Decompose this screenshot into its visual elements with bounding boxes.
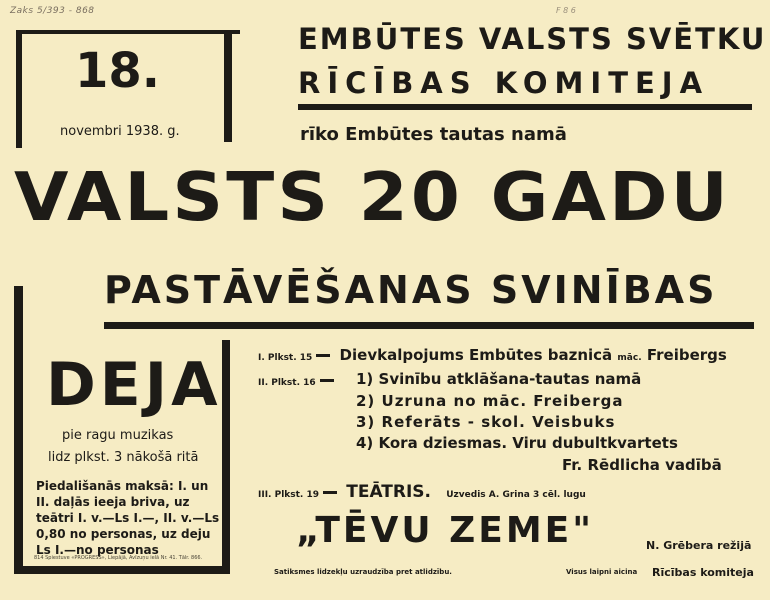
program-part-1 — [258, 346, 727, 364]
archive-mark: Zaks 5/393 - 868 — [10, 6, 95, 16]
date-box-right-rule — [224, 30, 232, 142]
dash-rule — [316, 354, 330, 357]
program-part-2 — [258, 371, 338, 389]
deja-box-right-rule — [222, 340, 230, 574]
venue-line: rīko Embūtes tautas namā — [300, 124, 567, 145]
footer-right: Rīcības komiteja — [652, 566, 754, 579]
program-item: 3) Referāts - skol. Veisbuks — [356, 413, 616, 431]
program-item: 4) Kora dziesmas. Viru dubultkvartets — [356, 434, 678, 452]
director: N. Grēbera režijā — [646, 539, 752, 552]
deja-box-bottom-rule — [14, 566, 230, 574]
main-headline: VALSTS 20 GADU — [14, 158, 731, 236]
part-1-name: Freibergs — [646, 346, 727, 364]
footer-right-small: Visus laipni aicina — [566, 568, 638, 576]
footer-left: Satiksmes lidzekļu uzraudzība pret atlidzību. — [274, 568, 452, 576]
program-item: 1) Svinību atklāšana-tautas namā — [356, 370, 642, 388]
committee-line-2: RĪCĪBAS KOMITEJA — [298, 66, 710, 100]
deja-line-1: pie ragu muzikas — [62, 428, 174, 443]
deja-line-2: lidz plkst. 3 nākošā ritā — [48, 450, 199, 465]
headline-underline — [104, 322, 754, 329]
deja-box-left-rule — [14, 286, 23, 574]
part-1-label: I. Plkst. 15 — [258, 353, 313, 363]
dash-rule — [320, 379, 334, 382]
deja-title: DEJA — [46, 350, 222, 420]
part-1-text: Dievkalpojums Embūtes baznicā — [339, 346, 613, 364]
part-3-text: TEĀTRIS. — [346, 482, 432, 502]
play-title: „TĒVU ZEME" — [296, 510, 595, 551]
printer-imprint: 814 Spiestuve «PROGRESS», Liepājā, Avīzuņu ielā Nr. 41. Tālr. 866. — [34, 555, 203, 561]
part-3-note: Uzvedis A. Grina 3 cēl. lugu — [446, 490, 586, 500]
sub-headline: PASTĀVĒŠANAS SVINĪBAS — [104, 268, 718, 312]
admission-price: Piedališanās maksā: I. un II. daļās ieeja briva, uz teātri I. v.—Ls I.—, II. v.—Ls 0,80 no personas, uz deju Ls I.—no personas — [36, 479, 220, 557]
part-1-small: māc. — [617, 353, 642, 363]
program-item: 2) Uzruna no māc. Freiberga — [356, 392, 624, 410]
date-month-year: novembri 1938. g. — [60, 124, 180, 139]
committee-underline — [298, 104, 752, 110]
program-part-3 — [258, 482, 586, 502]
dash-rule — [323, 491, 337, 494]
choir-lead: Fr. Rēdlicha vadībā — [562, 456, 722, 474]
date-day: 18. — [75, 43, 161, 99]
part-2-label: II. Plkst. 16 — [258, 378, 316, 388]
committee-line-1: EMBŪTES VALSTS SVĒTKU — [298, 22, 767, 56]
part-3-label: III. Plkst. 19 — [258, 490, 320, 500]
archive-mark-2: F 8 6 — [556, 6, 576, 15]
